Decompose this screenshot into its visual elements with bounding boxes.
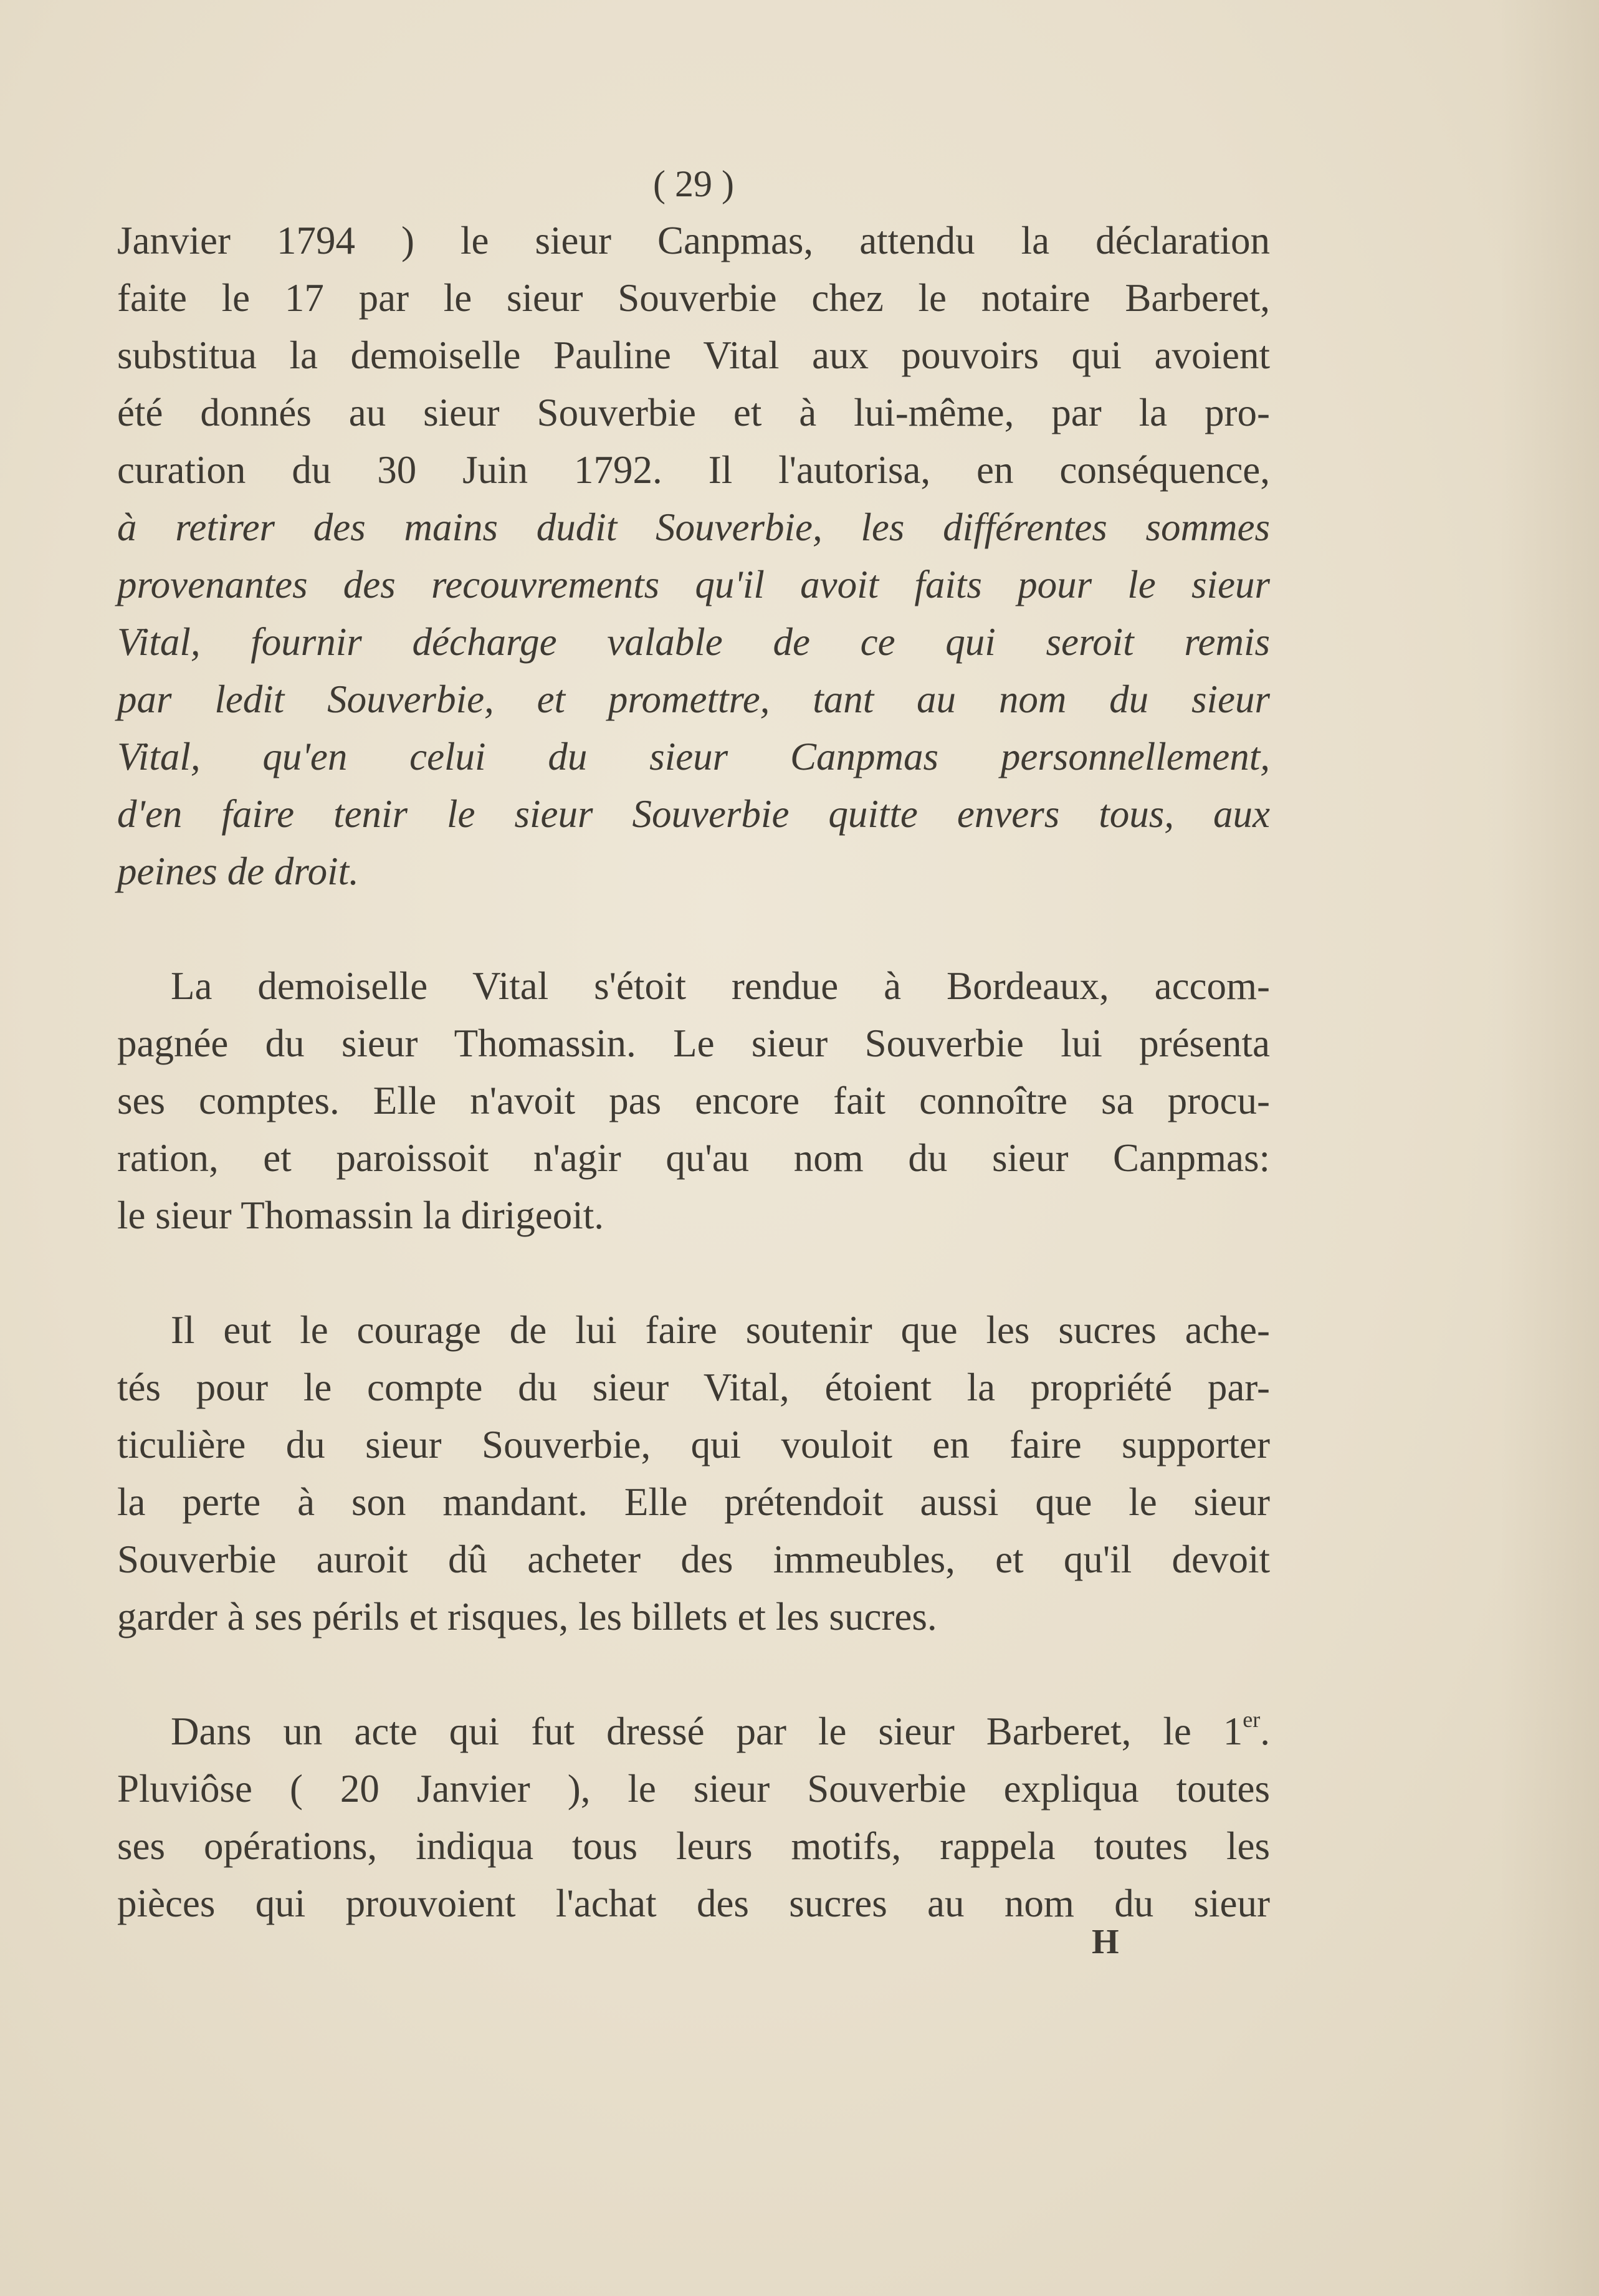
text-line: Il eut le courage de lui faire soutenir que les sucres ache- xyxy=(171,1308,1270,1352)
text-line: ticulière du sieur Souverbie, qui vouloit en faire supporter xyxy=(117,1423,1270,1466)
paragraph-spacer xyxy=(117,900,1270,957)
italic-text-line: peines de droit. xyxy=(117,849,359,893)
text-line xyxy=(117,1703,1270,1760)
text-line: Pluviôse ( 20 Janvier ), le sieur Souverbie expliqua toutes xyxy=(117,1767,1270,1810)
paragraph-2 xyxy=(117,957,1270,1244)
text-line: faite le 17 par le sieur Souverbie chez le notaire Barberet, xyxy=(117,276,1270,320)
text-line: Souverbie auroit dû acheter des immeubles, et qu'il devoit xyxy=(117,1538,1270,1581)
text-line: Janvier 1794 ) le sieur Canpmas, attendu la déclaration xyxy=(117,219,1270,262)
italic-text-line: Vital, qu'en celui du sieur Canpmas personnellement, xyxy=(117,735,1270,778)
text-segment: . xyxy=(1260,1710,1270,1753)
text-line: garder à ses périls et risques, les billets et les sucres. xyxy=(117,1595,937,1638)
italic-text-line: provenantes des recouvrements qu'il avoit faits pour le sieur xyxy=(117,563,1270,606)
italic-text-line: par ledit Souverbie, et promettre, tant au nom du sieur xyxy=(117,677,1270,721)
paragraph-spacer xyxy=(117,1244,1270,1301)
superscript: er xyxy=(1243,1707,1261,1732)
paragraph-4 xyxy=(117,1703,1270,1932)
paragraph-spacer xyxy=(117,1645,1270,1703)
text-line: été donnés au sieur Souverbie et à lui-même, par la pro- xyxy=(117,391,1270,434)
text-line: La demoiselle Vital s'étoit rendue à Bordeaux, accom- xyxy=(171,964,1270,1008)
paragraph-3 xyxy=(117,1301,1270,1645)
paragraph-1 xyxy=(117,212,1270,900)
page-edge-shadow xyxy=(1499,0,1599,2296)
italic-text-line: Vital, fournir décharge valable de ce qui seroit remis xyxy=(117,620,1270,664)
text-line: pièces qui prouvoient l'achat des sucres au nom du sieur xyxy=(117,1882,1270,1925)
text-line: pagnée du sieur Thomassin. Le sieur Souverbie lui présenta xyxy=(117,1021,1270,1065)
text-line: ration, et paroissoit n'agir qu'au nom du sieur Canpmas: xyxy=(117,1136,1270,1180)
text-line: curation du 30 Juin 1792. Il l'autorisa, en conséquence, xyxy=(117,448,1270,492)
signature-mark: H xyxy=(1092,1923,1119,1961)
text-line: le sieur Thomassin la dirigeoit. xyxy=(117,1193,604,1237)
italic-text-line: d'en faire tenir le sieur Souverbie quitte envers tous, aux xyxy=(117,792,1270,836)
text-line: substitua la demoiselle Pauline Vital aux pouvoirs qui avoient xyxy=(117,333,1270,377)
text-segment: Dans un acte qui fut dressé par le sieur Barberet, le 1 xyxy=(171,1710,1243,1753)
page-number: ( 29 ) xyxy=(653,163,734,204)
text-line: la perte à son mandant. Elle prétendoit aussi que le sieur xyxy=(117,1480,1270,1524)
italic-text-line: à retirer des mains dudit Souverbie, les différentes sommes xyxy=(117,505,1270,549)
text-block xyxy=(117,156,1270,1932)
text-line: ses comptes. Elle n'avoit pas encore fait connoître sa procu- xyxy=(117,1079,1270,1122)
text-line: tés pour le compte du sieur Vital, étoient la propriété par- xyxy=(117,1366,1270,1409)
text-line: ses opérations, indiqua tous leurs motifs, rappela toutes les xyxy=(117,1824,1270,1868)
